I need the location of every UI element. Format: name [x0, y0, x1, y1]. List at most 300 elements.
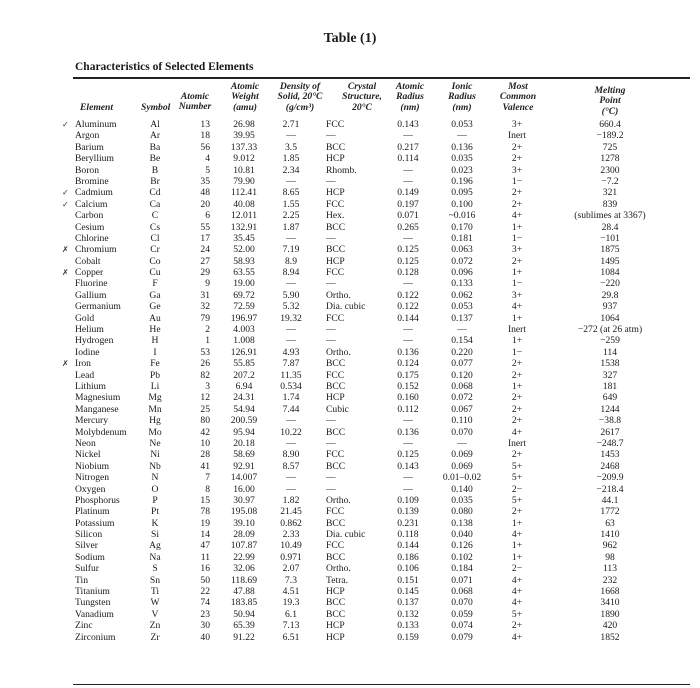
- melting-point: 181: [602, 380, 618, 392]
- atomic-number: 18: [200, 130, 210, 142]
- table-row: [0, 358, 700, 369]
- atomic-number: 14: [200, 529, 210, 541]
- valence: 4+: [511, 631, 523, 643]
- crystal-structure: BCC: [326, 141, 346, 153]
- header-valence: [493, 82, 543, 113]
- element-name: Potassium: [75, 517, 115, 529]
- ionic-radius: 0.196: [451, 175, 473, 187]
- melting-point: 29.8: [601, 289, 619, 301]
- atomic-weight: 9.012: [233, 153, 255, 165]
- row-mark: ✓: [62, 199, 69, 209]
- density: 1.74: [282, 392, 300, 404]
- atomic-weight: 22.99: [233, 551, 255, 563]
- ionic-radius: 0.154: [451, 335, 473, 347]
- element-symbol: Ni: [150, 449, 160, 461]
- table-row: [0, 233, 700, 244]
- element-name: Phosphorus: [75, 494, 120, 506]
- valence: 4+: [511, 597, 523, 609]
- crystal-structure: —: [326, 437, 336, 449]
- atomic-number: 41: [200, 460, 210, 472]
- crystal-structure: HCP: [326, 392, 345, 404]
- atomic-radius: 0.106: [397, 563, 419, 575]
- atomic-number: 5: [205, 164, 210, 176]
- density: 10.49: [280, 540, 302, 552]
- element-name: Tin: [75, 574, 88, 586]
- density: —: [286, 472, 296, 484]
- atomic-weight: 137.33: [230, 141, 258, 153]
- crystal-structure: —: [326, 472, 336, 484]
- crystal-structure: Hex.: [326, 210, 345, 222]
- element-symbol: Hg: [149, 415, 161, 427]
- crystal-structure: —: [326, 278, 336, 290]
- atomic-weight: 63.55: [233, 267, 255, 279]
- ionic-radius: 0.110: [451, 415, 473, 427]
- element-name: Lithium: [75, 380, 106, 392]
- melting-point: (sublimes at 3367): [574, 210, 646, 222]
- density: —: [286, 415, 296, 427]
- crystal-structure: Rhomb.: [326, 164, 357, 176]
- ionic-radius: 0.077: [451, 358, 473, 370]
- atomic-radius: 0.186: [397, 551, 419, 563]
- density: 2.33: [282, 529, 300, 541]
- atomic-weight: 16.00: [233, 483, 255, 495]
- density: 1.87: [282, 221, 300, 233]
- element-name: Oxygen: [75, 483, 106, 495]
- ionic-radius: 0.067: [451, 403, 473, 415]
- element-name: Sulfur: [75, 563, 99, 575]
- element-name: Argon: [75, 130, 100, 142]
- ionic-radius: 0.069: [451, 449, 473, 461]
- density: 0.534: [280, 380, 302, 392]
- atomic-weight: 28.09: [233, 529, 255, 541]
- atomic-weight: 107.87: [230, 540, 258, 552]
- ionic-radius: 0.059: [451, 608, 473, 620]
- melting-point: 1538: [600, 358, 620, 370]
- element-symbol: Li: [150, 380, 160, 392]
- header-crystal-structure: [332, 82, 392, 113]
- atomic-radius: —: [403, 175, 413, 187]
- ionic-radius: 0.035: [451, 153, 473, 165]
- valence: 1+: [511, 517, 523, 529]
- atomic-weight: 207.2: [233, 369, 255, 381]
- atomic-radius: 0.114: [397, 153, 419, 165]
- element-symbol: N: [151, 472, 159, 484]
- atomic-radius: 0.265: [397, 221, 419, 233]
- crystal-structure: HCP: [326, 255, 345, 267]
- melting-point: 114: [602, 346, 618, 358]
- melting-point: 1668: [600, 586, 620, 598]
- atomic-radius: 0.144: [397, 540, 419, 552]
- element-name: Chromium: [75, 244, 117, 256]
- atomic-number: 8: [205, 483, 210, 495]
- table-row: [0, 597, 700, 608]
- row-mark: ✓: [62, 188, 69, 198]
- header-atomic-weight-line: Atomic: [230, 81, 260, 92]
- crystal-structure: —: [326, 232, 336, 244]
- element-symbol: Mn: [148, 403, 162, 415]
- header-ionic-radius: [438, 82, 486, 113]
- valence: 1−: [511, 232, 523, 244]
- valence: 2+: [511, 358, 523, 370]
- atomic-radius: 0.122: [397, 289, 419, 301]
- density: 8.9: [285, 255, 297, 267]
- table-row: [0, 495, 700, 506]
- element-symbol: B: [151, 164, 159, 176]
- atomic-number: 42: [200, 426, 210, 438]
- melting-point: 1453: [600, 449, 620, 461]
- element-name: Zinc: [75, 620, 93, 632]
- crystal-structure: HCP: [326, 153, 345, 165]
- crystal-structure: BCC: [326, 358, 346, 370]
- crystal-structure: HCP: [326, 631, 345, 643]
- atomic-number: 15: [200, 494, 210, 506]
- crystal-structure: Ortho.: [326, 563, 351, 575]
- density: 10.22: [280, 426, 302, 438]
- atomic-radius: 0.124: [397, 358, 419, 370]
- ionic-radius: 0.062: [451, 289, 473, 301]
- element-name: Silicon: [75, 529, 103, 541]
- crystal-structure: —: [326, 483, 336, 495]
- crystal-structure: BCC: [326, 221, 346, 233]
- melting-point: 937: [602, 301, 618, 313]
- melting-point: 98: [605, 551, 615, 563]
- atomic-number: 55: [200, 221, 210, 233]
- element-name: Neon: [75, 437, 96, 449]
- ionic-radius: 0.133: [451, 278, 473, 290]
- element-name: Germanium: [75, 301, 121, 313]
- density: 2.25: [282, 210, 300, 222]
- melting-point: 725: [602, 141, 618, 153]
- element-name: Mercury: [75, 415, 109, 427]
- element-symbol: Pb: [149, 369, 161, 381]
- atomic-radius: 0.159: [397, 631, 419, 643]
- density: 19.32: [280, 312, 302, 324]
- atomic-number: 82: [200, 369, 210, 381]
- ionic-radius: 0.01–0.02: [442, 472, 482, 484]
- melting-point: 2617: [600, 426, 620, 438]
- valence: Inert: [507, 324, 527, 336]
- melting-point: 420: [602, 620, 618, 632]
- ionic-radius: 0.070: [451, 597, 473, 609]
- table-row: [0, 199, 700, 210]
- ionic-radius: 0.063: [451, 244, 473, 256]
- table-row: [0, 210, 700, 221]
- atomic-radius: 0.175: [397, 369, 419, 381]
- valence: 2+: [511, 392, 523, 404]
- atomic-radius: —: [403, 415, 413, 427]
- density: 21.45: [280, 506, 302, 518]
- element-name: Cadmium: [75, 187, 113, 199]
- atomic-number: 47: [200, 540, 210, 552]
- ionic-radius: 0.181: [451, 232, 473, 244]
- atomic-radius: 0.197: [397, 198, 419, 210]
- atomic-radius: 0.112: [397, 403, 419, 415]
- atomic-weight: 54.94: [233, 403, 255, 415]
- element-name: Lead: [75, 369, 95, 381]
- valence: 3+: [511, 289, 523, 301]
- atomic-weight: 69.72: [233, 289, 255, 301]
- element-name: Carbon: [75, 210, 104, 222]
- atomic-weight: 19.00: [233, 278, 255, 290]
- crystal-structure: FCC: [326, 506, 345, 518]
- valence: 2+: [511, 415, 523, 427]
- atomic-number: 24: [200, 244, 210, 256]
- ionic-radius: 0.140: [451, 483, 473, 495]
- element-name: Nickel: [75, 449, 101, 461]
- density: 6.1: [285, 608, 297, 620]
- atomic-radius: 0.132: [397, 608, 419, 620]
- melting-point: 232: [602, 574, 618, 586]
- element-symbol: Nb: [149, 460, 161, 472]
- atomic-weight: 58.93: [233, 255, 255, 267]
- valence: 4+: [511, 586, 523, 598]
- crystal-structure: BCC: [326, 380, 346, 392]
- density: 8.65: [282, 187, 300, 199]
- melting-point: 839: [602, 198, 618, 210]
- atomic-weight: 112.41: [230, 187, 258, 199]
- element-symbol: O: [151, 483, 159, 495]
- header-atomic-radius-line: Radius: [396, 91, 424, 103]
- atomic-number: 25: [200, 403, 210, 415]
- atomic-number: 1: [205, 335, 210, 347]
- atomic-number: 7: [205, 472, 210, 484]
- melting-point: 1278: [600, 153, 620, 165]
- ionic-radius: 0.102: [451, 551, 473, 563]
- atomic-number: 22: [200, 586, 210, 598]
- density: 19.3: [282, 597, 300, 609]
- element-symbol: Br: [150, 175, 160, 187]
- atomic-number: 56: [200, 141, 210, 153]
- table-row: [0, 324, 700, 335]
- atomic-radius: 0.144: [397, 312, 419, 324]
- ionic-radius: 0.080: [451, 506, 473, 518]
- element-name: Copper: [75, 267, 104, 279]
- atomic-radius: 0.151: [397, 574, 419, 586]
- element-symbol: Si: [150, 529, 159, 541]
- density: 7.13: [282, 620, 300, 632]
- table-row: [0, 575, 700, 586]
- density: 3.5: [285, 141, 297, 153]
- atomic-weight: 65.39: [233, 620, 255, 632]
- element-symbol: Au: [149, 312, 161, 324]
- valence: 4+: [511, 210, 523, 222]
- element-name: Zirconium: [75, 631, 116, 643]
- atomic-radius: 0.125: [397, 255, 419, 267]
- element-symbol: Cl: [150, 232, 160, 244]
- melting-point: 1064: [600, 312, 620, 324]
- element-symbol: He: [149, 324, 161, 336]
- atomic-weight: 58.69: [233, 449, 255, 461]
- density: 7.87: [282, 358, 300, 370]
- density: 7.19: [282, 244, 300, 256]
- element-symbol: Cd: [149, 187, 161, 199]
- valence: 4+: [511, 426, 523, 438]
- atomic-number: 17: [200, 232, 210, 244]
- atomic-radius: —: [403, 278, 413, 290]
- element-symbol: Mg: [148, 392, 162, 404]
- melting-point: 327: [602, 369, 618, 381]
- melting-point: 1084: [600, 267, 620, 279]
- table-row: [0, 130, 700, 141]
- atomic-number: 79: [200, 312, 210, 324]
- ionic-radius: —: [457, 437, 467, 449]
- melting-point: 3410: [600, 597, 620, 609]
- table-row: [0, 484, 700, 495]
- valence: 2+: [511, 187, 523, 199]
- melting-point: 2468: [600, 460, 620, 472]
- density: 1.85: [282, 153, 300, 165]
- atomic-weight: 35.45: [233, 232, 255, 244]
- valence: 2+: [511, 153, 523, 165]
- table-row: [0, 404, 700, 415]
- valence: 1−: [511, 175, 523, 187]
- element-name: Cobalt: [75, 255, 101, 267]
- header-element: Element: [80, 102, 114, 113]
- header-crystal-line: 20°C: [352, 101, 372, 113]
- crystal-structure: Cubic: [326, 403, 349, 415]
- crystal-structure: HCP: [326, 586, 345, 598]
- ionic-radius: 0.069: [451, 460, 473, 472]
- crystal-structure: BCC: [326, 597, 346, 609]
- table-row: [0, 609, 700, 620]
- atomic-number: 40: [200, 631, 210, 643]
- crystal-structure: FCC: [326, 119, 345, 130]
- header-atomic-number: [175, 92, 215, 113]
- density: 1.82: [282, 494, 300, 506]
- atomic-radius: 0.071: [397, 210, 419, 222]
- atomic-number: 3: [205, 380, 210, 392]
- atomic-number: 35: [200, 175, 210, 187]
- crystal-structure: —: [326, 175, 336, 187]
- atomic-weight: 126.91: [230, 346, 258, 358]
- header-density-line: (g/cm³): [285, 101, 315, 113]
- melting-point: −248.7: [596, 437, 624, 449]
- element-name: Gallium: [75, 289, 107, 301]
- atomic-weight: 196.97: [230, 312, 258, 324]
- atomic-weight: 79.90: [233, 175, 255, 187]
- density: —: [286, 324, 296, 336]
- crystal-structure: Ortho.: [326, 494, 351, 506]
- element-symbol: Na: [149, 551, 161, 563]
- melting-point: −220: [600, 278, 620, 290]
- density: —: [286, 278, 296, 290]
- density: 6.51: [282, 631, 300, 643]
- header-crystal-line: Crystal: [347, 81, 377, 92]
- table-header: [0, 79, 700, 121]
- table-row: [0, 187, 700, 198]
- atomic-weight: 1.008: [233, 335, 255, 347]
- melting-point: 649: [602, 392, 618, 404]
- melting-point: 1852: [600, 631, 620, 643]
- table-row: [0, 552, 700, 563]
- table-row: [0, 392, 700, 403]
- row-mark: ✗: [62, 268, 69, 278]
- melting-point: 2300: [600, 164, 620, 176]
- element-name: Hydrogen: [75, 335, 114, 347]
- table-row: [0, 153, 700, 164]
- density: 8.57: [282, 460, 300, 472]
- ionic-radius: 0.072: [451, 255, 473, 267]
- atomic-number: 29: [200, 267, 210, 279]
- valence: 2+: [511, 369, 523, 381]
- crystal-structure: BCC: [326, 608, 346, 620]
- header-valence-line: Most: [508, 81, 528, 92]
- valence: 1+: [511, 551, 523, 563]
- table-row: [0, 142, 700, 153]
- melting-point: 660.4: [599, 119, 621, 130]
- element-symbol: Pt: [150, 506, 159, 518]
- element-name: Aluminum: [75, 119, 117, 130]
- atomic-radius: 0.133: [397, 620, 419, 632]
- header-density: [270, 82, 330, 113]
- density: —: [286, 232, 296, 244]
- valence: 1+: [511, 380, 523, 392]
- density: 7.3: [285, 574, 297, 586]
- ionic-radius: 0.074: [451, 620, 473, 632]
- atomic-weight: 30.97: [233, 494, 255, 506]
- valence: 1+: [511, 312, 523, 324]
- atomic-number: 16: [200, 563, 210, 575]
- table-bottom-rule: [73, 684, 690, 685]
- valence: 2−: [511, 483, 523, 495]
- atomic-radius: 0.149: [397, 187, 419, 199]
- density: 4.93: [282, 346, 300, 358]
- element-name: Niobium: [75, 460, 110, 472]
- valence: Inert: [507, 130, 527, 142]
- atomic-radius: 0.143: [397, 460, 419, 472]
- table-row: [0, 620, 700, 631]
- valence: 2+: [511, 449, 523, 461]
- ionic-radius: 0.079: [451, 631, 473, 643]
- ionic-radius: 0.184: [451, 563, 473, 575]
- element-symbol: P: [152, 494, 158, 506]
- ionic-radius: 0.072: [451, 392, 473, 404]
- header-ionic-radius-line: Radius: [448, 91, 476, 103]
- element-symbol: Ga: [149, 289, 161, 301]
- valence: 3+: [511, 119, 523, 130]
- crystal-structure: FCC: [326, 198, 345, 210]
- table-row: [0, 119, 700, 130]
- crystal-structure: —: [326, 324, 336, 336]
- element-symbol: Co: [149, 255, 161, 267]
- atomic-number: 27: [200, 255, 210, 267]
- atomic-radius: 0.125: [397, 244, 419, 256]
- atomic-number: 53: [200, 346, 210, 358]
- valence: 4+: [511, 574, 523, 586]
- crystal-structure: HCP: [326, 187, 345, 199]
- atomic-weight: 6.94: [235, 380, 253, 392]
- density: —: [286, 483, 296, 495]
- atomic-number: 4: [205, 153, 210, 165]
- element-name: Iron: [75, 358, 91, 370]
- density: —: [286, 175, 296, 187]
- table-body: [0, 119, 700, 643]
- crystal-structure: BCC: [326, 460, 346, 472]
- atomic-number: 9: [205, 278, 210, 290]
- row-mark: ✗: [62, 245, 69, 255]
- valence: 5+: [511, 608, 523, 620]
- density: 7.44: [282, 403, 300, 415]
- header-melting-line: Melting: [594, 85, 626, 96]
- table-row: [0, 563, 700, 574]
- element-symbol: H: [151, 335, 159, 347]
- element-symbol: Sn: [149, 574, 161, 586]
- atomic-weight: 32.06: [233, 563, 255, 575]
- melting-point: 1772: [600, 506, 620, 518]
- table-row: [0, 506, 700, 517]
- valence: 5+: [511, 460, 523, 472]
- element-symbol: Ti: [150, 586, 160, 598]
